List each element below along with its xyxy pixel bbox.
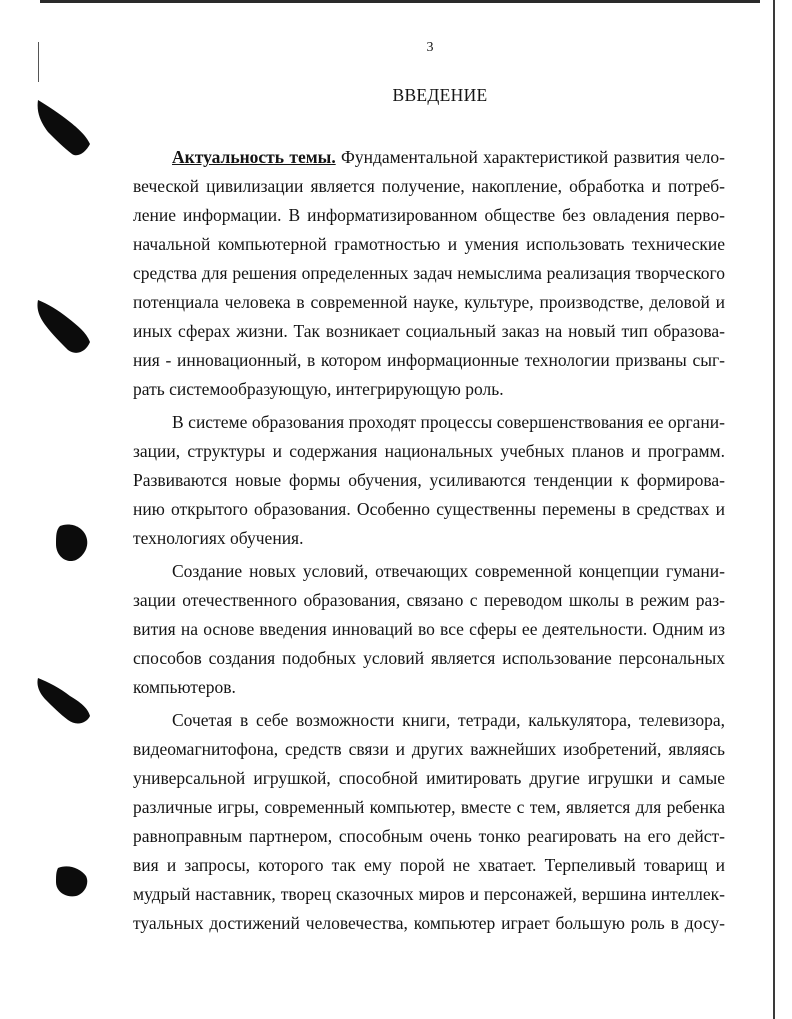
scan-edge-top xyxy=(40,0,760,3)
paragraph-line: Развиваются новые формы обучения, усиливаются тенденции к формирова- xyxy=(133,470,725,490)
paragraph-line: технологиях обучения. xyxy=(133,528,304,548)
paragraph-line: веческой цивилизации является получение, накопление, обработка и потреб- xyxy=(133,176,725,196)
paragraph-line: Сочетая в себе возможности книги, тетради, калькулятора, телевизора, xyxy=(172,710,725,730)
paragraph-line: зации, структуры и содержания национальных учебных планов и программ. xyxy=(133,441,725,461)
paragraph-line: вия и запросы, которого так ему порой не хватает. Терпеливый товарищ и xyxy=(133,855,725,875)
scan-edge-right xyxy=(773,0,775,1019)
paragraph-line: Актуальность темы. Фундаментальной характеристикой развития чело- xyxy=(172,147,725,167)
paragraph-line: видеомагнитофона, средств связи и других важнейших изобретений, являясь xyxy=(133,739,725,759)
paragraph-line: равноправным партнером, способным очень тонко реагировать на его дейст- xyxy=(133,826,725,846)
punch-hole-mark xyxy=(34,290,94,360)
punch-hole-mark xyxy=(52,862,92,902)
paragraph-line: В системе образования проходят процессы совершенствования ее органи- xyxy=(172,412,725,432)
paragraph-line: начальной компьютерной грамотностью и умения использовать технические xyxy=(133,234,725,254)
paragraph-line: способов создания подобных условий является использование персональных xyxy=(133,648,725,668)
paragraph-line: различные игры, современный компьютер, вместе с тем, является для ребенка xyxy=(133,797,725,817)
paragraph-line: нию открытого образования. Особенно существенны перемены в средствах и xyxy=(133,499,725,519)
scan-edge-left xyxy=(38,42,39,82)
paragraph-line: компьютеров. xyxy=(133,677,236,697)
paragraph-line: вития на основе введения инноваций во все сферы ее деятельности. Одним из xyxy=(133,619,725,639)
page-number: 3 xyxy=(426,40,434,55)
page-title: ВВЕДЕНИЕ xyxy=(392,85,488,105)
paragraph-line: универсальной игрушкой, способной имитировать другие игрушки и самые xyxy=(133,768,725,788)
section-lead: Актуальность темы. xyxy=(172,147,336,167)
punch-hole-mark xyxy=(34,670,94,730)
paragraph-line: иных сферах жизни. Так возникает социальный заказ на новый тип образова- xyxy=(133,321,725,341)
punch-hole-mark xyxy=(34,92,94,162)
paragraph-line: средства для решения определенных задач немыслима реализация творческого xyxy=(133,263,725,283)
paragraph-line: рать системообразующую, интегрирующую роль. xyxy=(133,379,504,399)
paragraph-line: Создание новых условий, отвечающих современной концепции гумани- xyxy=(172,561,725,581)
paragraph-line: потенциала человека в современной науке, культуре, производстве, деловой и xyxy=(133,292,725,312)
paragraph-line: зации отечественного образования, связано с переводом школы в режим раз- xyxy=(133,590,725,610)
paragraph-line: ление информации. В информатизированном обществе без овладения перво- xyxy=(133,205,725,225)
paragraph-line: мудрый наставник, творец сказочных миров и персонажей, вершина интеллек- xyxy=(133,884,725,904)
paragraph-line: туальных достижений человечества, компьютер играет большую роль в досу- xyxy=(133,913,725,933)
punch-hole-mark xyxy=(52,520,92,566)
paragraph-line: ния - инновационный, в котором информационные технологии призваны сыг- xyxy=(133,350,725,370)
